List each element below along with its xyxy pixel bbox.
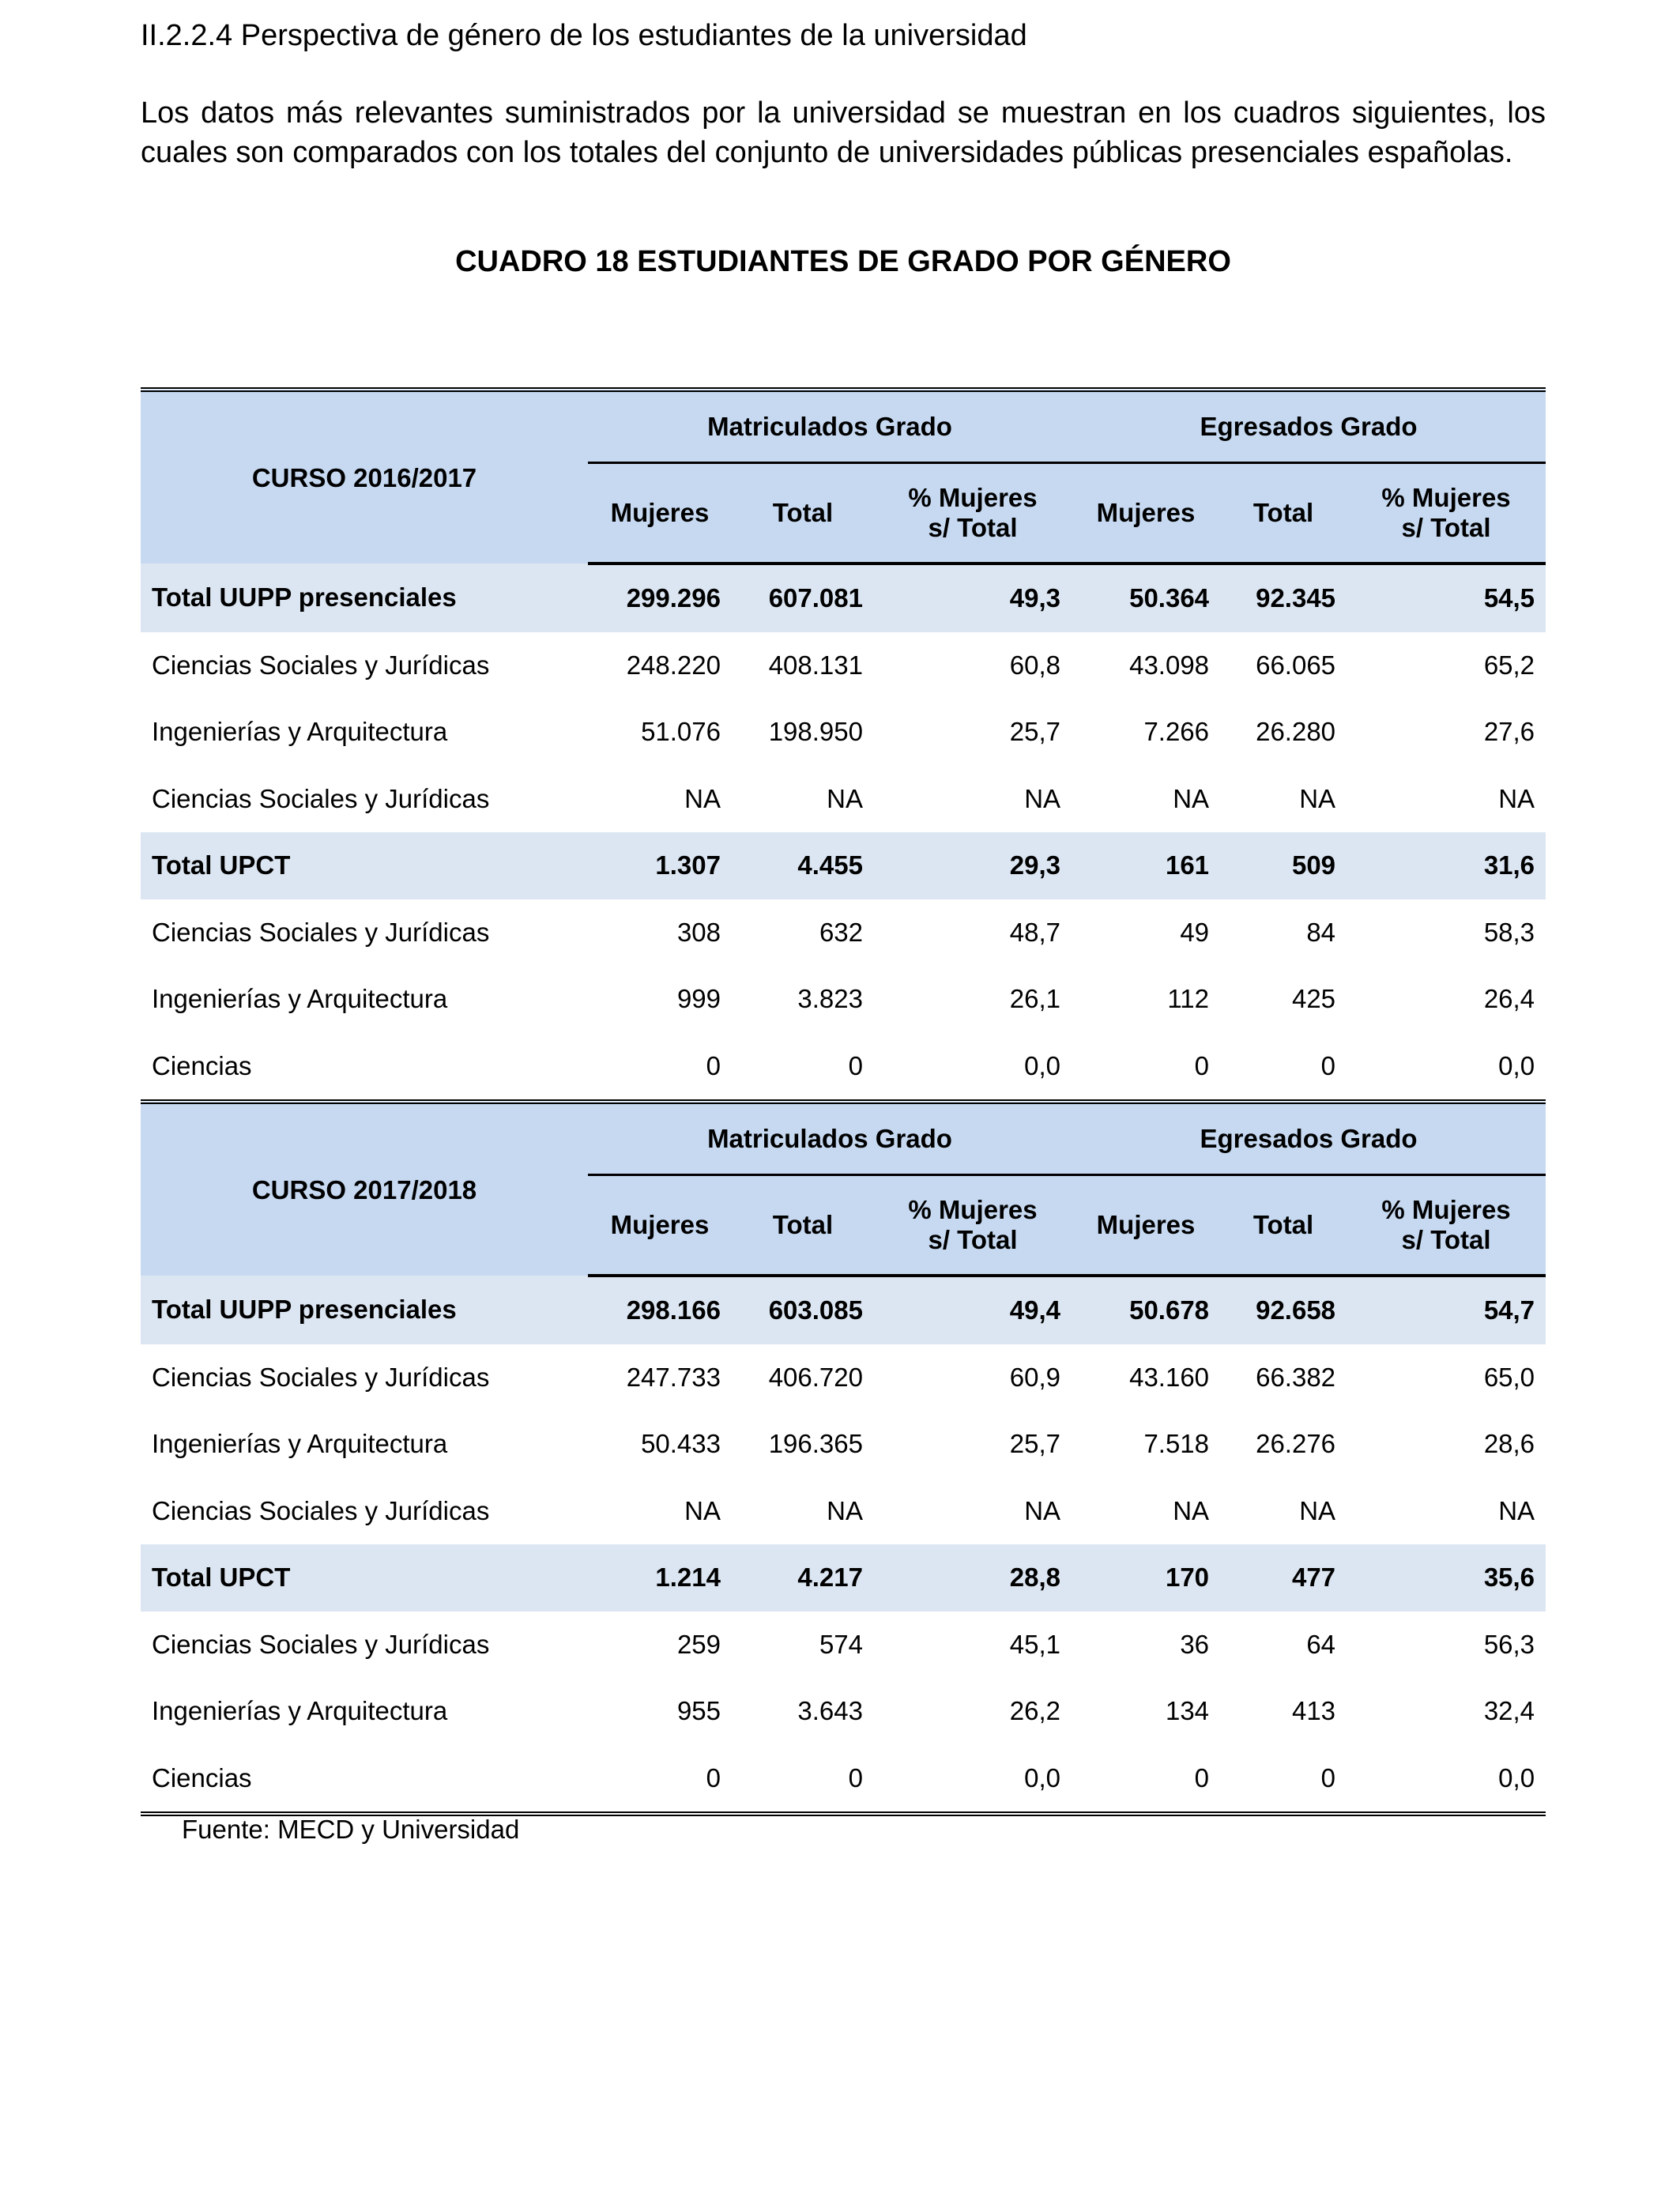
row-label: Total UPCT xyxy=(141,1544,588,1612)
col-header: % Mujeres s/ Total xyxy=(1347,1175,1546,1276)
table-cell: 49,4 xyxy=(874,1276,1072,1344)
table-cell: NA xyxy=(1173,783,1210,813)
table-cell: NA xyxy=(1024,783,1061,813)
table-body xyxy=(141,1276,1546,1814)
row-label: Total UUPP presenciales xyxy=(141,1276,588,1344)
table-cell: NA xyxy=(1498,1495,1535,1525)
table-cell: 0 xyxy=(706,1762,721,1793)
table-cell: 0 xyxy=(848,1050,863,1080)
table-cell: 32,4 xyxy=(1483,1696,1535,1726)
table-cell: 50.364 xyxy=(1072,564,1220,632)
table-cell: 196.365 xyxy=(768,1429,863,1459)
table-cell: 3.643 xyxy=(797,1696,863,1726)
table-row xyxy=(141,766,1546,833)
table-cell: 0,0 xyxy=(1498,1762,1535,1793)
total-row xyxy=(141,1544,1546,1612)
row-label: Ciencias xyxy=(152,1050,252,1080)
table-cell: 58,3 xyxy=(1483,917,1535,947)
table-cell: 54,5 xyxy=(1347,564,1546,632)
table-cell: 0 xyxy=(1194,1762,1210,1793)
table-cell: 27,6 xyxy=(1483,717,1535,747)
table-cell: 65,2 xyxy=(1483,650,1535,680)
col-header: Mujeres xyxy=(588,1175,732,1276)
row-label: Ciencias Sociales y Jurídicas xyxy=(152,917,490,947)
table-cell: NA xyxy=(827,1495,863,1525)
table-cell: NA xyxy=(827,783,863,813)
row-label: Ciencias xyxy=(152,1762,252,1793)
table-row xyxy=(141,1612,1546,1679)
col-header: % Mujeres s/ Total xyxy=(874,1175,1072,1276)
table-cell: 26.280 xyxy=(1256,717,1336,747)
table-row xyxy=(141,1033,1546,1100)
col-header: Mujeres xyxy=(588,463,732,564)
table-cell: 66.065 xyxy=(1256,650,1336,680)
table-cell: 408.131 xyxy=(768,650,863,680)
col-header: Mujeres xyxy=(1072,1175,1220,1276)
table-cell: 84 xyxy=(1306,917,1336,947)
total-row xyxy=(141,832,1546,899)
table-cell: 45,1 xyxy=(1009,1629,1061,1659)
table-cell: 1.214 xyxy=(588,1544,732,1612)
row-label: Total UUPP presenciales xyxy=(141,564,588,632)
table-cell: 248.220 xyxy=(626,650,721,680)
col-header: Mujeres xyxy=(1072,463,1220,564)
table-cell: 50.678 xyxy=(1072,1276,1220,1344)
matriculados-header: Matriculados Grado xyxy=(588,1102,1072,1175)
table-cell: 60,9 xyxy=(1009,1362,1061,1392)
row-label: Ciencias Sociales y Jurídicas xyxy=(152,1495,490,1525)
table-cell: NA xyxy=(1299,783,1336,813)
table-cell: 4.455 xyxy=(732,832,874,899)
col-header: Total xyxy=(1220,463,1347,564)
row-label: Ciencias Sociales y Jurídicas xyxy=(152,1362,490,1392)
table-cell: 170 xyxy=(1072,1544,1220,1612)
table-cell: 54,7 xyxy=(1347,1276,1546,1344)
table-cell: 607.081 xyxy=(732,564,874,632)
section-heading: II.2.2.4 Perspectiva de género de los estudiantes de la universidad xyxy=(141,19,1027,52)
egresados-header: Egresados Grado xyxy=(1072,1102,1546,1175)
table-cell: 60,8 xyxy=(1009,650,1061,680)
table-cell: 999 xyxy=(676,984,721,1014)
table-cell: 259 xyxy=(676,1629,721,1659)
table-cell: 29,3 xyxy=(874,832,1072,899)
table-cell: 31,6 xyxy=(1347,832,1546,899)
table-cell: 50.433 xyxy=(641,1429,721,1459)
table-curso-2016-2017 xyxy=(141,387,1546,1099)
table-row xyxy=(141,699,1546,766)
intro-paragraph: Los datos más relevantes suministrados por la universidad se muestran en los cuadros siguientes, los cuales son comparados con los totales del conjunto de universidades públicas presenciales españolas. xyxy=(141,96,1546,169)
row-label: Ingenierías y Arquitectura xyxy=(152,984,448,1014)
table-cell: 92.345 xyxy=(1220,564,1347,632)
table-cell: 26.276 xyxy=(1256,1429,1336,1459)
total-row xyxy=(141,1276,1546,1344)
table-cell: 413 xyxy=(1291,1696,1336,1726)
table-cell: 406.720 xyxy=(768,1362,863,1392)
table-cell: 7.266 xyxy=(1143,717,1210,747)
table-cell: NA xyxy=(1024,1495,1061,1525)
table-cell: 64 xyxy=(1306,1629,1336,1659)
table-cell: 574 xyxy=(819,1629,863,1659)
table-cell: 92.658 xyxy=(1220,1276,1347,1344)
table-cell: 25,7 xyxy=(1009,717,1061,747)
table-row xyxy=(141,1344,1546,1412)
table-cell: 65,0 xyxy=(1483,1362,1535,1392)
table-cell: 477 xyxy=(1220,1544,1347,1612)
matriculados-header: Matriculados Grado xyxy=(588,390,1072,463)
table-cell: 0,0 xyxy=(1498,1050,1535,1080)
table-row xyxy=(141,1745,1546,1815)
table-cell: 43.098 xyxy=(1129,650,1210,680)
table-cell: 0,0 xyxy=(1024,1050,1061,1080)
row-label: Ciencias Sociales y Jurídicas xyxy=(152,650,490,680)
table-cell: 49,3 xyxy=(874,564,1072,632)
table-cell: 509 xyxy=(1220,832,1347,899)
table-cell: 0,0 xyxy=(1024,1762,1061,1793)
table-cell: 603.085 xyxy=(732,1276,874,1344)
table-cell: 26,1 xyxy=(1009,984,1061,1014)
table-cell: 299.296 xyxy=(588,564,732,632)
total-row xyxy=(141,564,1546,632)
table-cell: 36 xyxy=(1180,1629,1210,1659)
table-cell: 0 xyxy=(1320,1762,1336,1793)
table-cell: 0 xyxy=(1320,1050,1336,1080)
table-cell: 35,6 xyxy=(1347,1544,1546,1612)
table-cell: 298.166 xyxy=(588,1276,732,1344)
table-cell: NA xyxy=(1173,1495,1210,1525)
table-cell: 955 xyxy=(676,1696,721,1726)
tables-container xyxy=(141,387,1546,1816)
table-cell: 51.076 xyxy=(641,717,721,747)
row-label: Ciencias Sociales y Jurídicas xyxy=(152,783,490,813)
table-row xyxy=(141,899,1546,967)
table-cell: 1.307 xyxy=(588,832,732,899)
table-cell: 3.823 xyxy=(797,984,863,1014)
table-cell: 247.733 xyxy=(626,1362,721,1392)
table-cell: 425 xyxy=(1291,984,1336,1014)
row-label: Ingenierías y Arquitectura xyxy=(152,1696,448,1726)
table-row xyxy=(141,632,1546,699)
source-note: Fuente: MECD y Universidad xyxy=(182,1815,520,1844)
table-cell: 7.518 xyxy=(1143,1429,1210,1459)
table-cell: 632 xyxy=(819,917,863,947)
table-cell: 0 xyxy=(1194,1050,1210,1080)
table-cell: 0 xyxy=(848,1762,863,1793)
table-title: CUADRO 18 ESTUDIANTES DE GRADO POR GÉNERO xyxy=(455,245,1231,278)
table-cell: 43.160 xyxy=(1129,1362,1210,1392)
col-header: % Mujeres s/ Total xyxy=(1347,463,1546,564)
row-label: Ingenierías y Arquitectura xyxy=(152,717,448,747)
col-header: Total xyxy=(732,1175,874,1276)
col-header: Total xyxy=(1220,1175,1347,1276)
table-row xyxy=(141,1478,1546,1545)
table-cell: 25,7 xyxy=(1009,1429,1061,1459)
table-cell: NA xyxy=(684,783,721,813)
egresados-header: Egresados Grado xyxy=(1072,390,1546,463)
row-label: Ingenierías y Arquitectura xyxy=(152,1429,448,1459)
table-cell: 112 xyxy=(1167,984,1210,1014)
table-row xyxy=(141,1411,1546,1478)
row-label: Ciencias Sociales y Jurídicas xyxy=(152,1629,490,1659)
table-body xyxy=(141,564,1546,1099)
col-header: Total xyxy=(732,463,874,564)
table-cell: 0 xyxy=(706,1050,721,1080)
curso-label: CURSO 2017/2018 xyxy=(251,1174,477,1204)
row-label: Total UPCT xyxy=(141,832,588,899)
table-curso-2017-2018 xyxy=(141,1099,1546,1816)
table-cell: 4.217 xyxy=(732,1544,874,1612)
table-cell: NA xyxy=(1498,783,1535,813)
table-cell: 28,8 xyxy=(874,1544,1072,1612)
table-row xyxy=(141,966,1546,1033)
table-cell: 134 xyxy=(1165,1696,1210,1726)
table-row xyxy=(141,1678,1546,1745)
table-cell: 26,2 xyxy=(1009,1696,1061,1726)
col-header: % Mujeres s/ Total xyxy=(874,463,1072,564)
table-cell: 161 xyxy=(1072,832,1220,899)
table-cell: 48,7 xyxy=(1009,917,1061,947)
table-cell: NA xyxy=(684,1495,721,1525)
table-cell: NA xyxy=(1299,1495,1336,1525)
table-cell: 66.382 xyxy=(1256,1362,1336,1392)
table-cell: 198.950 xyxy=(768,717,863,747)
table-cell: 308 xyxy=(676,917,721,947)
curso-label: CURSO 2016/2017 xyxy=(251,462,477,492)
table-cell: 56,3 xyxy=(1483,1629,1535,1659)
table-cell: 26,4 xyxy=(1483,984,1535,1014)
table-cell: 49 xyxy=(1180,917,1210,947)
table-cell: 28,6 xyxy=(1483,1429,1535,1459)
